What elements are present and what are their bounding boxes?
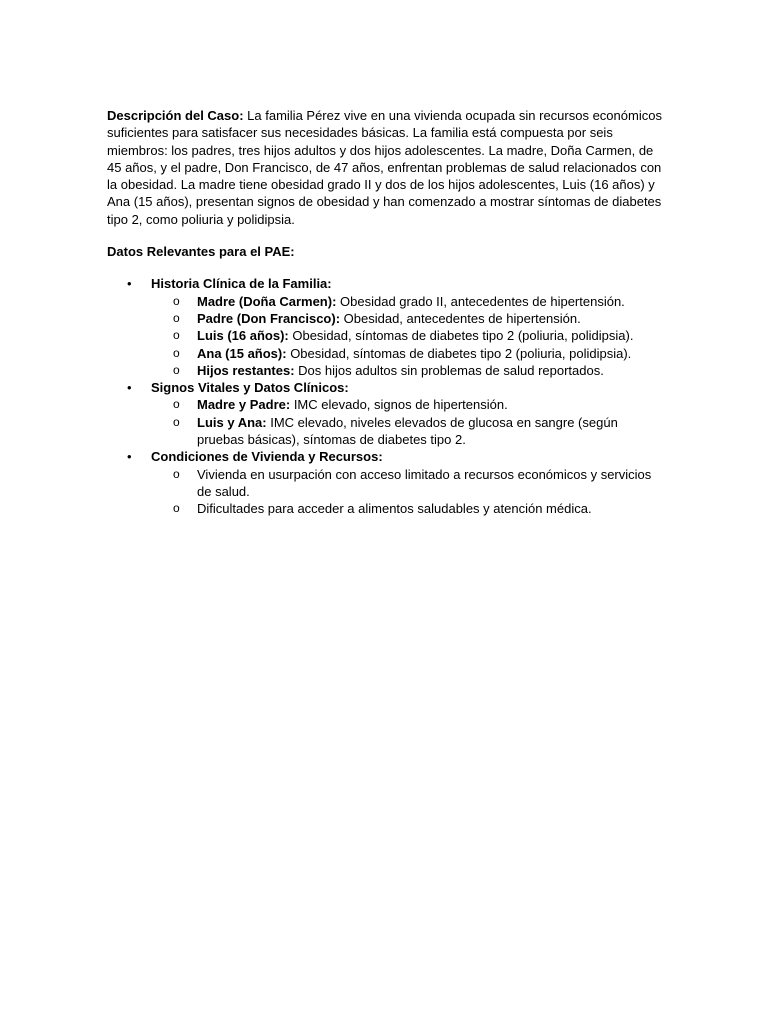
bullet-icon: •: [127, 380, 132, 396]
item-text: Dos hijos adultos sin problemas de salud reportados.: [294, 362, 604, 378]
list-item: [151, 293, 667, 310]
circle-bullet-icon: o: [173, 345, 180, 360]
case-description-label: Descripción del Caso:: [107, 108, 244, 123]
item-text: Dificultades para acceder a alimentos saludables y atención médica.: [197, 501, 592, 517]
item-text: IMC elevado, niveles elevados de glucosa en sangre (según pruebas básicas), síntomas de diabetes tipo 2.: [197, 414, 618, 448]
circle-bullet-icon: o: [173, 501, 180, 516]
item-label: Luis y Ana:: [197, 414, 267, 430]
case-description-text: La familia Pérez vive en una vivienda ocupada sin recursos económicos suficientes para satisfacer sus necesidades básicas. La familia está compuesta por seis miembros: los padres, tres hijos adultos y dos hijos adolescentes. La madre, Doña Carmen, de 45 años, y el padre, Don Francisco, de 47 años, enfrentan problemas de salud relacionados con la obesidad. La madre tiene obesidad grado II y dos de los hijos adolescentes, Luis (16 años) y Ana (15 años), presentan signos de obesidad y han comenzado a mostrar síntomas de diabetes tipo 2, como poliuria y polidipsia.: [107, 108, 662, 227]
list-item: [151, 327, 667, 344]
list-item: [151, 500, 667, 517]
item-text: Obesidad grado II, antecedentes de hipertensión.: [336, 293, 625, 309]
section-title: Condiciones de Vivienda y Recursos:: [151, 449, 383, 465]
circle-bullet-icon: o: [173, 466, 180, 481]
circle-bullet-icon: o: [173, 328, 180, 343]
circle-bullet-icon: o: [173, 293, 180, 308]
section-item: [107, 379, 667, 448]
sub-list: [151, 466, 667, 518]
item-text: Obesidad, síntomas de diabetes tipo 2 (poliuria, polidipsia).: [286, 345, 632, 361]
item-text: Obesidad, antecedentes de hipertensión.: [340, 310, 581, 326]
circle-bullet-icon: o: [173, 362, 180, 377]
relevant-data-list: [107, 275, 667, 517]
list-item: [151, 396, 667, 413]
circle-bullet-icon: o: [173, 414, 180, 429]
section-item: [107, 275, 667, 379]
list-item: [151, 466, 667, 501]
item-text: IMC elevado, signos de hipertensión.: [290, 397, 508, 413]
case-description: [107, 107, 667, 228]
list-item: [151, 362, 667, 379]
section-title: Signos Vitales y Datos Clínicos:: [151, 380, 349, 396]
item-label: Hijos restantes:: [197, 362, 295, 378]
list-item: [151, 414, 667, 449]
item-text: Obesidad, síntomas de diabetes tipo 2 (poliuria, polidipsia).: [288, 328, 634, 344]
circle-bullet-icon: o: [173, 397, 180, 412]
section-title: Historia Clínica de la Familia:: [151, 276, 332, 292]
item-text: Vivienda en usurpación con acceso limitado a recursos económicos y servicios de salud.: [197, 466, 652, 499]
bullet-icon: •: [127, 276, 132, 292]
item-label: Madre (Doña Carmen):: [197, 293, 337, 309]
bullet-icon: •: [127, 449, 132, 465]
sub-list: [151, 396, 667, 448]
list-item: [151, 310, 667, 327]
section-item: [107, 448, 667, 517]
sub-list: [151, 293, 667, 379]
item-label: Ana (15 años):: [197, 345, 287, 361]
circle-bullet-icon: o: [173, 310, 180, 325]
item-label: Luis (16 años):: [197, 328, 289, 344]
document-content: [107, 107, 667, 518]
item-label: Padre (Don Francisco):: [197, 310, 341, 326]
item-label: Madre y Padre:: [197, 397, 291, 413]
section-heading: Datos Relevantes para el PAE:: [107, 244, 295, 260]
list-item: [151, 345, 667, 362]
